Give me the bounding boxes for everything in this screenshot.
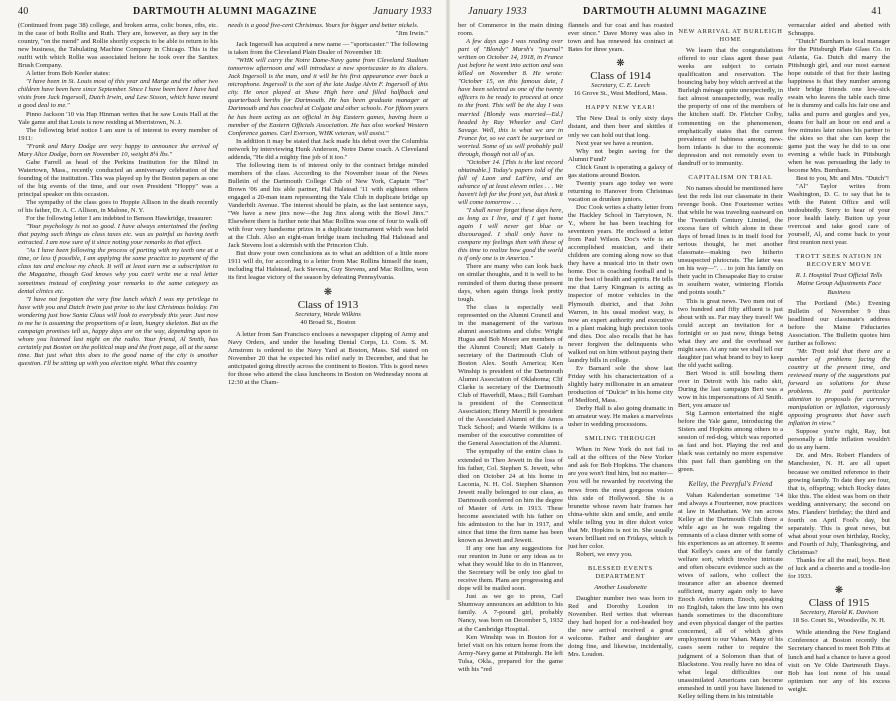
paragraph: Chick Grant is operating a galaxy of gas stations around Boston. [568,163,673,179]
paragraph: The Portland (Me.) Evening Bulletin of November 9 thus headlined our classmate's address before the Maine Fiduciaries Association. The Bulletin quotes him further as follows: [788,299,890,347]
paragraph: The sympathy of the class goes to Hoppie Allison in the death recently of his father, Dr. A. C. Allison, in Malone, N. Y. [18,199,218,215]
paragraph: No names should be mentioned here lest the reds list our classmate in their revenge book. One Fourteener writes that while he was traveling eastward on the Twentieth Century Limited, the excess fare of which alone in these days of bread lines is in itself food for serious thought, he met another classmate—making two hitherto unsuspected plutocrats. The latter was on his way—". . . to join his family on their yacht in Chesapeake Bay to cruise in southern water, wintering Florida and points south." [678,184,783,297]
paragraph: flannels and fur coat and has roasted ever since." Dave Morey was also in town and has renewed his contract at Bates for three years. [568,22,673,54]
left-column-1 [18,22,218,600]
paragraph: "I have been in St. Louis most of this year and Marge and the other two children have been here since September. Since I have been here I have had visits from Jack Ingersoll, Dutch Irwin, and Lew Sisson, which have meant a good deal to me." [18,78,218,110]
paragraph: A letter from Bob Keeler states: [26,70,111,78]
paragraph: Next year we have a reunion. [576,139,654,147]
class-address: 18 So. Court St., Woodsville, N. H. [792,617,886,625]
paragraph: Twenty years ago today we were returning to Hanover from Christmas vacation as drunken juniors. [568,179,673,203]
right-page-header [468,6,882,20]
paragraph: Why not begin saving for the Alumni Fund? [568,147,673,163]
paragraph: While attending the New England Conference at Boston recently the Secretary chanced to meet Bob Fitts at lunch and had a chance to have a good visit on Ye Olde Dartmouth Days. Bob has lost none of his usual optimism nor any of his excess weight. [788,629,890,693]
section-subhead: Another Loudonette [594,584,647,592]
paragraph: We learn that the congratulations offered to our class agent these past weeks are subject to certain qualification and reservation. The bouncing baby boy which arrived at the Burleigh ménage quite unexpectedly, in fact almost unsuspectedly, was really the property of one of the members of the kitchen staff. Dr. Fletcher Colby, commenting on the phenomenon, emphatically states that the current prevalence of babiness among new-born infants is due to the economic depression and not remotely even to dandruff or to immunity. [678,47,783,167]
paragraph: In addition it may be stated that Jack made his debut over the Columbia network by interviewing Hunk Anderson, Notre Dame coach. A Cleveland addenda, "He did a mighty fine job of it too." [228,137,428,161]
section-subhead: BLESSED EVENTS DEPARTMENT [588,564,653,580]
right-column-3 [678,22,783,700]
section-subhead: TROTT SEES NATION IN RECOVERY MOVE [795,253,883,269]
paragraph: Pinno Jackson '10 via Hap Hinman writes that he saw Louis Hall at the Yale game and that Louis is now residing at Morristown, N. J. [18,110,218,126]
paragraph: "As I have been following the process of parting with my teeth one at a time, or less if possible, I am applying the same practice to payment of the class tax and enclose my check. It will at least earn me a subscription to the Magazine, though God knows why you can't write me a real letter sometimes instead of confining your remarks to the same category as dental clinics etc. [18,247,218,295]
class-secretary: Secretary, C. E. Leech [591,82,650,90]
paragraph: Best to you, Mr. and Mrs. "Dutch"! [796,174,890,182]
paragraph: "Al" Taylor writes from Washington, D. C. to say that he is with the Patent Office and will undoubtedly. Sorry to hear of your poor health lately. Button up your overcoat and take good care of yourself, Al, and come back to your first reunion next year. [788,182,890,247]
class-heading: Class of 1915 [808,597,870,610]
ornament-icon: ❋ [323,286,333,298]
right-column-2 [568,22,673,659]
paragraph: "Mr. Trott told that there are a number of problems facing the country at the present time, and reviewed many of the suggestions put forward as solutions for these problems. He paid particular attention to proposals for currency manipulation or inflation, vigorously opposing programs that have such inflation in view." [788,347,890,428]
class-address: 40 Broad St., Boston [300,318,356,326]
section-subhead: Kelley, the Peerpful's Friend [688,480,773,488]
class-secretary: Secretary, Harold K. Davison [799,609,879,617]
paragraph: The following brief notice I am sure is of interest to every member of 1911: [18,126,218,142]
paragraph: Derby Hall is also going dramatic in an amateur way. He makes a marvelous usher in wedding processions. [568,405,673,429]
paragraph: But draw your own conclusions as to what an addition of a little more 1911 will do, for according to a letter from Mac Rollins himself the team, including Hal Halstead, Jack Stevens, Guy Stevens, and Mac Rollins, won its first league victory of the season by defeating Pennsylvania. [228,250,428,282]
magazine-title: DARTMOUTH ALUMNI MAGAZINE [132,6,318,17]
paragraph: The sympathy of the entire class is extended to Theo Jewett in the loss of his father, Col. Stephen S. Jewett, who died on October 24 at his home in Laconia, N. H. Col. Stephen Shannon Jewett really belonged to our class, as Dartmouth conferred on him the degree of Master of Arts in 1913. These become associated with his father on his admission to the bar in 1917, and since that time the firm name has been known as Jewett and Jewett. [458,448,563,544]
paragraph: Ev Barnard sole the show last Friday with his characterization of a slightly hairy millionaire in an amateur production of "Dulcie" in his home city of Medford, Mass. [568,364,673,405]
paragraph: The following item is of interest only to the contract bridge minded members of the class. According to the November issue of the News Bulletin of the Dartmouth College Club of New York, Captain "Tee" Brown '06 and his able partner, Hal Halstead '11 with eighteen others engaged a 20-man team representing the Yale Club in duplicate bridge up Vanderbilt Avenue. The interest should be plain, as the last sentence says, "We have a new jinx now—the Jug Jinx along with the Bowl Jinx." Elsewhere there is further note that Mac Rollins was one of four to walk off with four very handsome prizes in a duplicate tournament which was held at the Club. Also an eight-man bridge team including Hal Halstead and Jack Stevens lost a skirmish with the Princeton Club. [228,161,428,250]
section-subhead: CAPITALISM ON TRIAL [688,173,773,181]
class-heading: Class of 1913 [297,298,359,311]
paragraph: "Your psychology is not so good. I have always entertained the feeling that paying such things as class taxes etc. was as painful as having teeth extracted. I am now sure of it since noting your remarks to that effect. [18,223,218,247]
paragraph: There are many who can look back on similar thoughts, and it is well to be reminded of them during these present days, when again things look pretty tough. [458,263,563,303]
issue-date: January 1933 [373,6,432,17]
paragraph: ber of Commerce in the main dining room. [458,22,563,38]
paragraph: A letter from San Francisco encloses a newspaper clipping of Army and Navy Orders, and under the heading Dental Corps, Lt. Com. S. M. Arnstrom is ordered to the Navy Yard at Boston, Mass. Sid stated on November 20 that he expected his relief early in December, and that he anticipated going directly across the continent to Boston. This is good news for those who attend the class luncheons in Boston on Wednesday noons at 12:30 at the Cham- [228,330,428,386]
paragraph: If any one has any suggestions for our reunion in June or any ideas as to what they would like to do in Hanover, the Secretary will be only too glad to receive them. Plans are progressing and dope will be mailed soon. [458,545,563,593]
class-address: 16 Grove St., West Medford, Mass. [573,90,668,98]
right-column-1 [458,22,563,673]
paragraph: Daughter number two was born to Red and Dorothy Loudon in November. Red writes that whereas they had hoped for a red-headed boy the new arrival received a great welcome. Father and daughter are doing fine, and likewise, incidentally, Mrs. Loudon. [568,595,673,659]
paragraph: "Frank and Mary Dodge are very happy to announce the arrival of Mary Alice Dodge, born on November 10, weight 8¼ lbs." [18,142,218,158]
paragraph: needs is a good five-cent Christmas. Yours for bigger and better nickels. [228,22,419,29]
paragraph: "I shall never forget these days here, as long as I live, and if I get home again I will never get blue or discouraged. I shall only have to compare my feelings then with these of this time to realize how good the world is if only one is in America." [458,207,563,263]
paragraph: Doc Cook writes a chatty letter from the Hackley School in Tarrytown, N. Y., where he has been teaching for seventeen years. He enclosed a letter from Paul Wilson. Doc's wife is an accomplished musician, and their children are coming along now so that they have a musical trio in their own home. Doc is coaching football and is in the best of health and spirits. He tells me that Larry Kingman is acting as inspector of motor vehicles in the Plymouth district, and that John Warren, in his usual modest way, is now an expert authority and executive in a plant making high precision tools and dies. Doc also recalls that he has never forgiven the delinquents who walked out on him without paying their laundry bills in college. [568,203,673,364]
paragraph: Jack Ingersoll has acquired a new name — "sportscaster." The following is taken from the Cleveland Plain Dealer of November 18: [228,41,428,57]
paragraph: Gabe Farrell as head of the Perkins Institution for the Blind in Watertown, Mass., recently conducted an anniversary celebration of the founding of the institution. This was played up by the Boston papers as one of the big events of the time, and our own President "Hoppy" was a principal speaker on this occasion. [18,158,218,198]
issue-date: January 1933 [468,6,527,17]
paragraph: Vahan Kalenderian sometime '14 and always a Fourteener, now practices at law in Manhattan. We ran across Kelley at the Dartmouth Club there a while ago as he was regaling the remnants of a class dinner with some of his experiences as an attorney. It seems that Kelley's cases are of the family welfare sort, which involve intricate and often obscure evidence such as the wives of sailors, who collect the insurance after an absence deemed sufficient, marry again only to have Enoch Arden return. Enoch, speaking no English, takes the law into his own hands sometimes to the discomfiture and even physical danger of the parties concerned, all of which gives employment to our Vahan. Many of his cases seem rather to require the judgment of a Solomon than that of Blackstone. You really have no idea of what legal difficulties our unassimilated Americans can become enmeshed in until you have listened to Kelley telling them in his inimitable [678,491,783,700]
signature: "Jim Irwin." [395,30,428,38]
paragraph: Thanks for all the mail, boys. Best of luck and a cheerio and a toodle-loo for 1933. [788,557,890,581]
ornament-icon: ❋ [616,58,625,70]
paragraph: Just as we go to press, Carl Shumway announces an addition to his family. A 7-pound girl, probably Nancy, was born on December 5, 1932 at the Cambridge Hospital. [458,593,563,633]
section-subhead: NEW ARRIVAL AT BURLEIGH HOME [678,28,783,44]
paragraph: "October 14. [This is the last record obtainable.] Today's papers told of the fall of Laon and LaFère, and an advance of at least eleven miles . . . We haven't left for the front yet, but think it will come tomorrow . . . [458,158,563,207]
paragraph: Ken Winship was in Boston for a brief visit on his return home from the Army-Navy game at Pittsburgh. He left Tulsa, Okla., prepared for the game with his "red [458,633,563,673]
paragraph: vernacular aided and abetted with Schnapps. [788,22,890,38]
paragraph: A few days ago I was reading over part of "Blondy" Marsh's "journal" written on October 14, 1918, in France just before he went into action and was killed on November 8. He wrote: "October 15, on this famous date, I have been selected as one of the twenty officers to be ready to proceed at once to the front. This will be the day I was married [Blondy was married—Ed.] headed by Ray Wheeler and Carl Savage. Well, this is what we are in France for, so we can't be surprised or worried. Some of us will probably pull through, though not all of us. [458,38,563,158]
paragraph: For the following letter I am indebted to Benson Hawkridge, treasurer: [26,215,213,223]
page-number: 41 [871,6,882,17]
paragraph: Suppose you're right, Ray, but personally a little inflation wouldn't do us any harm. [788,428,890,452]
class-secretary: Secretary, Warde Wilkins [295,310,361,318]
paragraph: Sig Larmon entertained the night before the Yale game, introducing the Sisters and Hopkins among others to a session of red-dog, which was reported as fast and hot. Playing the red and black was certainly no more expensive this past fall than gambling on the green. [678,410,783,474]
paragraph: "WHK will carry the Notre Dame-Navy game from Cleveland Stadium tomorrow afternoon and will introduce a new sportscaster to its dialers. Jack Ingersoll is the man, and it will be his first appearance ever back a microphone. Ingersoll is the son of the late Judge Alvin F. Ingersoll of this city. He once played at Shaw High here and filled halfback and quarterback berths for Dartmouth. He has been graduate manager at Dartmouth and has coached at Colgate and other schools. For fifteen years he has been acting as an official in big Eastern games, having been a member of the Eastern Officials Association. He has also worked Western Conference games. Carl Everson, WHK veteran, will assist." [228,57,428,137]
section-subhead: R. I. Hospital Trust Official Tells Maine Group Adjustments Face Business [795,272,883,296]
ornament-icon: ❋ [834,585,844,597]
page-number: 40 [18,6,29,17]
paragraph: Bert Wood is still bowling them over in Detroit with his radio skit, During the last campaign Bert was a wow in his impersonations of Al Smith. Bert, you amaze us! [678,369,783,410]
class-heading: Class of 1914 [590,70,651,83]
paragraph: This is great news. Two men out of two hundred and fifty affluent is just about with us. Far may they travel! We could accept an invitation for a fortnight or so just now, things being what they are and the overhead we might save. At any rate we shall tell our daughter just what brand to buy to keep the old yacht sailing. [678,297,783,369]
paragraph: "Dutch" Burnham is local manager for the Pittsburgh Plate Glass Co. in Atlanta, Ga. Dutch did marry the Pittsburgh girl, and our most earnest hope outside of that for their lasting happiness is that they number among their bridge friends one low-sick swain who leaves the table each time he is dummy and calls his fair one and talks and purrs and gurgles and yes, deans for half an hour on end and a few minutes later raises his partner to the skies so that she can keep the game just the way he did to us one evening a while back in Pittsburgh when he was persuading the lady to become Mrs. Burnham. [788,38,890,174]
paragraph: Dr. and Mrs. Robert Flanders of Manchester, N. H. are all upset because we omitted reference to their growing family. To date they are four, that is, offspring; which Rocky dates like this. The eldest was born on their wedding anniversary; the second on Mrs. Flanders' birthday; the third and fourth on April Fool's day, but separately. This is great news, but what about your own birthday, Rocky, and Fourth of July, Thanksgiving, and Christmas? [788,452,890,556]
paragraph: The class is especially well represented on the Alumni Council and in the management of the various alumni associations and clubs: Wright Hugus and Bob Moore are members of the Alumni Council; Matt Gately is secretary of the Dartmouth Club of Boston Alex. South America; Ken Winship is president of the Dartmouth Alumni Association of Oklahoma; Clif Clarke is secretary of the Dartmouth Club of Haverhill, Mass.; Bill Gumbart is president of the Connecticut Association; Henry Merrill is president of the Associated Alumni of the Amos Tuck School; and Warde Wilkins is a member of the executive committee of the General Association of the Alumni. [458,303,563,448]
left-page-header [18,6,432,20]
left-page [0,0,446,600]
paragraph: Robert, we envy you. [576,550,633,558]
section-subhead: HAPPY NEW YEAR! [585,104,656,112]
left-column-2 [228,22,428,600]
right-page [450,0,896,700]
section-subhead: SMILING THROUGH [584,435,657,443]
paragraph: When in New York do not fail to call at the offices of the New Yorker and ask for Bob Hopkins. The chances are you won't find him, but no matter—you will be rewarded by receiving the news from the most gorgeous vision this side of Hollywood. She is a brunette whose raven hair frames her china-white skin and smile, and smile while telling you in dire dulcet voice that Mr. Hopkins is not in. She usually wears brilliant red on Fridays, which is just her color. [568,446,673,550]
paragraph: The New Deal is only sixty days distant, and then beer and skittles if only we can hold out that long. [568,115,673,139]
paragraph: (Continued from page 38) college, and broken arms, colic bones, ribs, etc. in the case of both Rollie and Ruth. They are, however, as they say in the country, "on the mend" and Rollie shortly expects to be able to return to his new business, the Tabulating Machine Company in Chicago. This is the outfit with which Rollie was associated before he took over the Sanitex Brush Company. [18,22,218,70]
right-column-4 [788,22,890,693]
paragraph: "I have not forgotten the very fine lunch which I was my privilege to have with you and Dutch Irwin just prior to the last Christmas holiday. I'm wondering just how Santa Claus will look to everybody this year. Just now to me he is assuming the proportions of a lean, hungry skeleton. But as the campaign promises tell us, happy days are on the way, depending upon to whom you listened last night on the radio. Your friend, Al Smith, has certainly put Boston on the political map and the front page, all at the same time. But just what this does to the good name of the city is another question. I'll be sitting up with you election night. What this country [18,295,218,367]
magazine-title: DARTMOUTH ALUMNI MAGAZINE [582,6,768,17]
